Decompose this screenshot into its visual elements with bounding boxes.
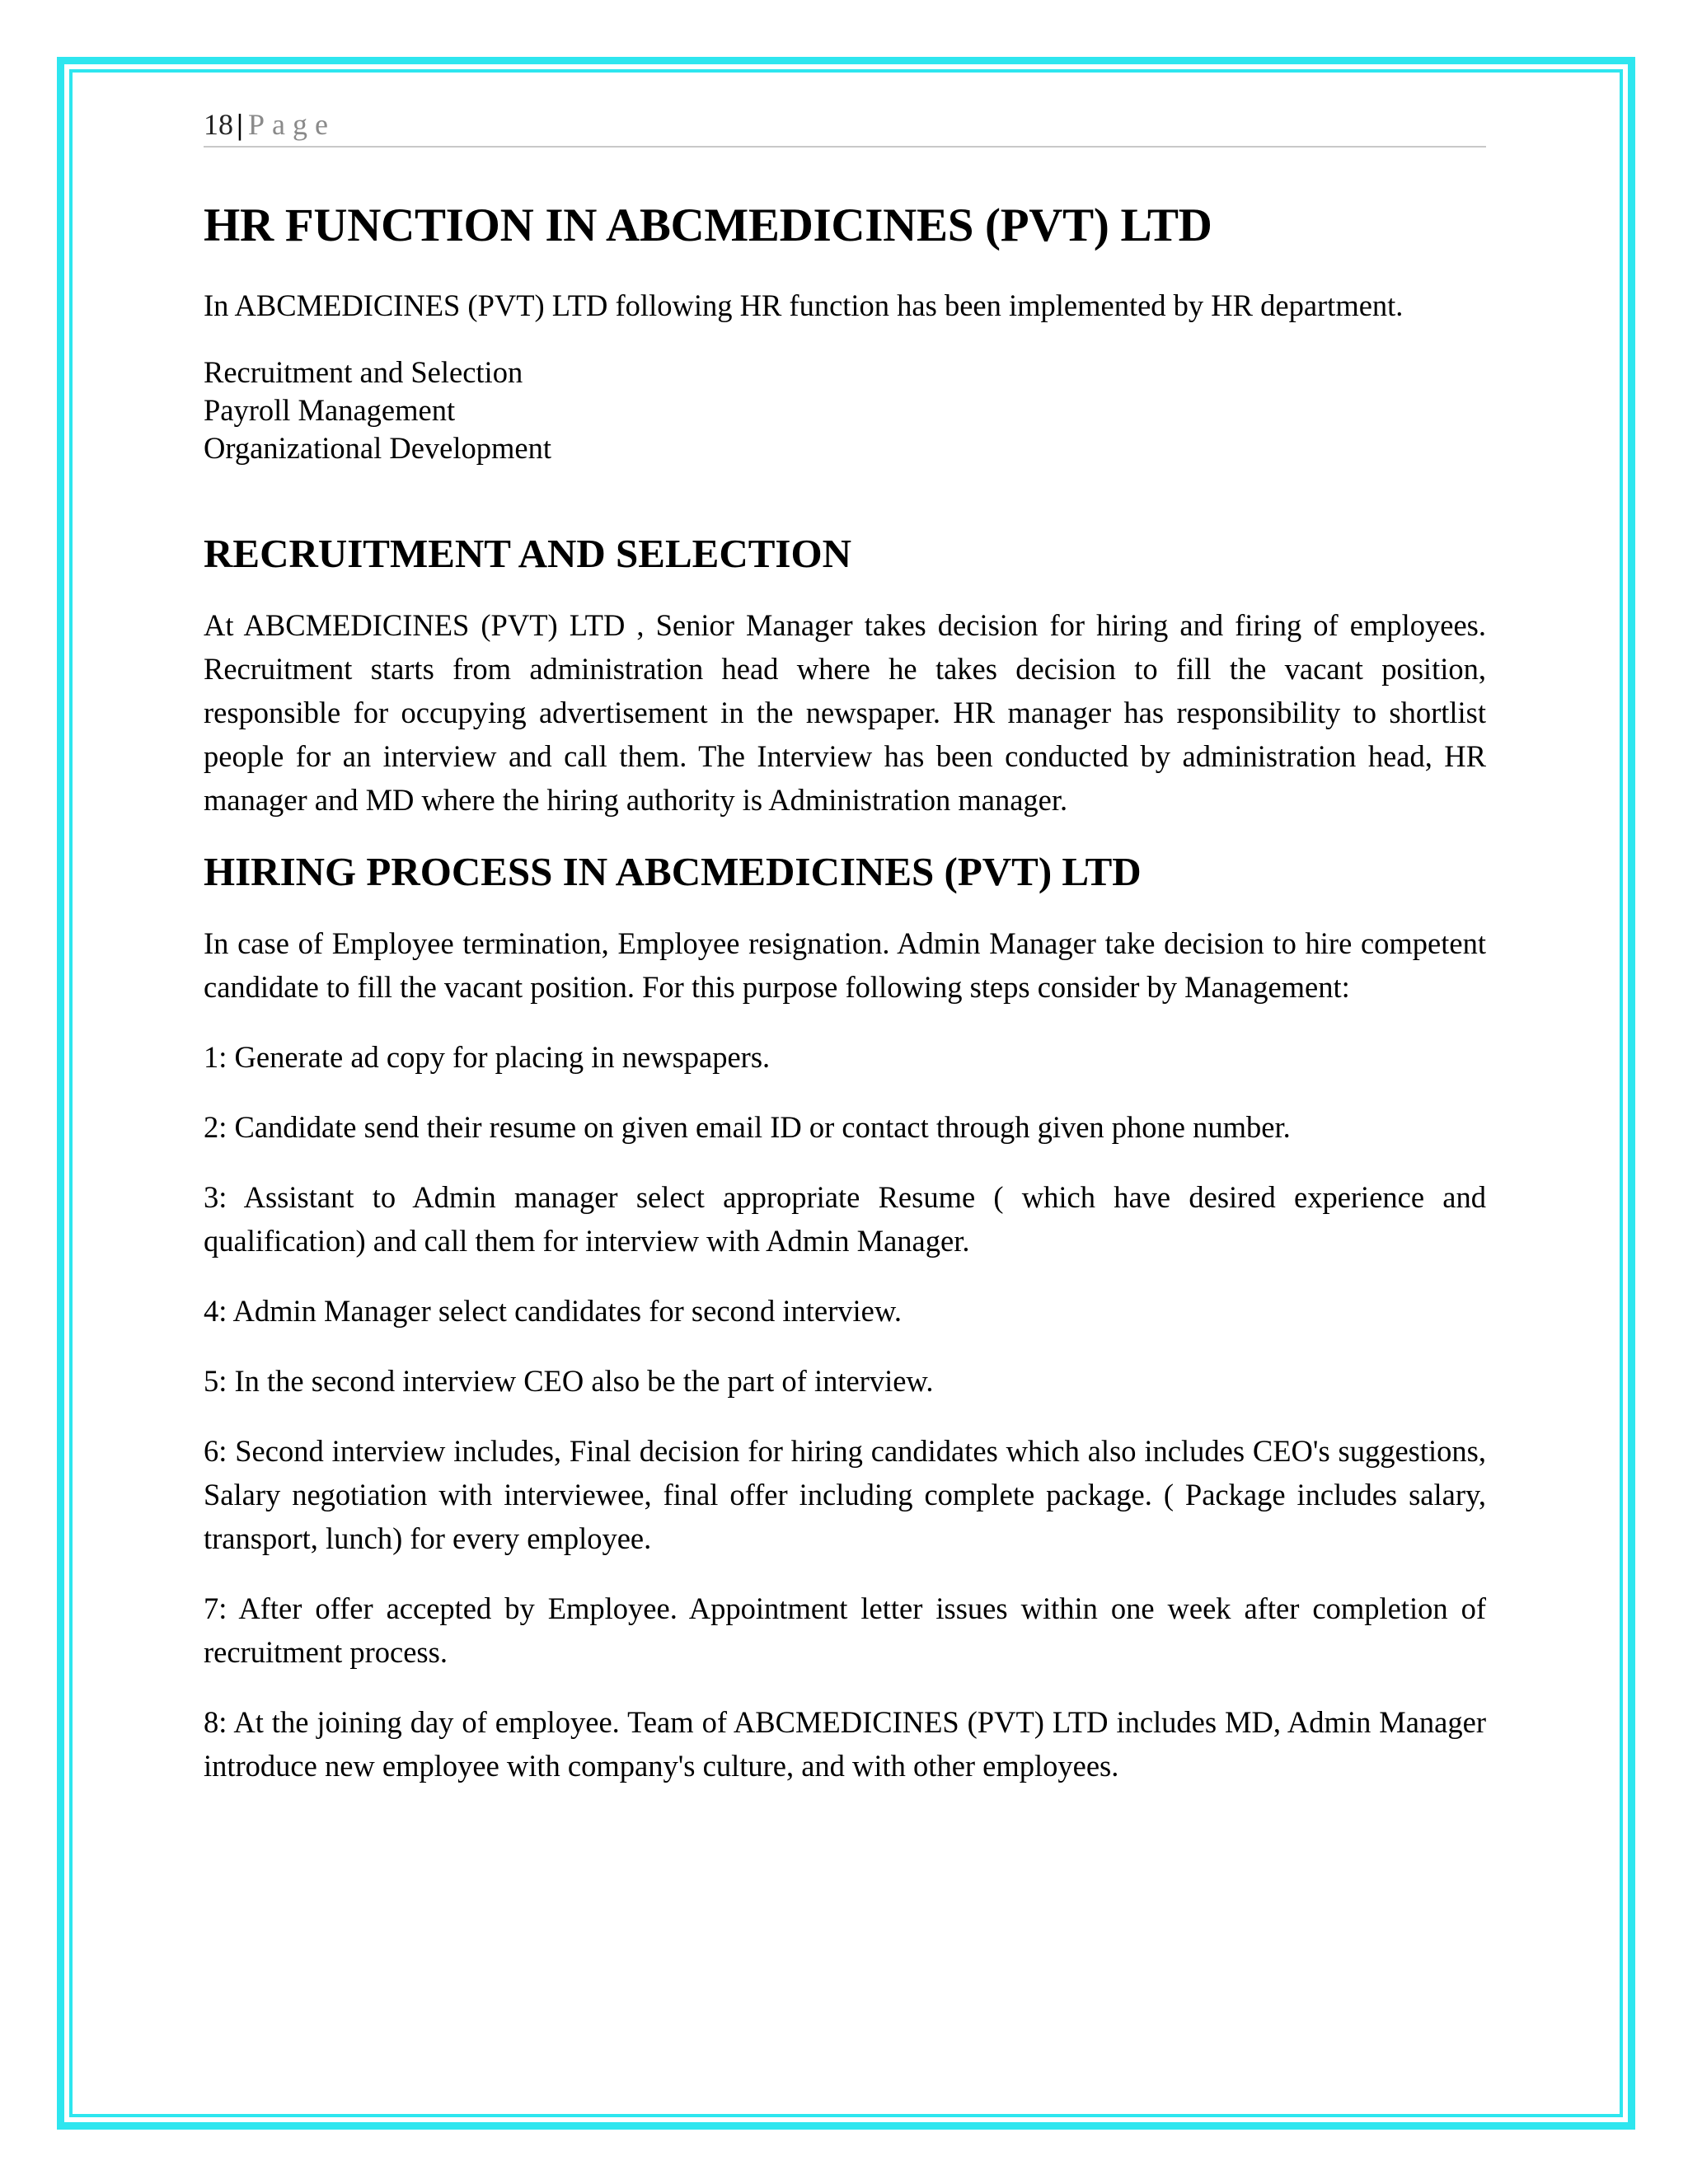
recruitment-body: At ABCMEDICINES (PVT) LTD , Senior Manager takes decision for hiring and firing of employees. Recruitment starts from administration head where he takes decision to fill the vacant position, responsible for occupying advertisement in the newspaper. HR manager has responsibility to shortlist people for an interview and call them. The Interview has been conducted by administration head, HR manager and MD where the hiring authority is Administration manager. (204, 608, 1486, 818)
hiring-process-intro: In case of Employee termination, Employee resignation. Admin Manager take decision to hire competent candidate to fill the vacant position. For this purpose following steps consider by Management: (204, 926, 1486, 1004)
hiring-step: 7: After offer accepted by Employee. Appointment letter issues within one week after completion of recruitment process. (204, 1591, 1486, 1669)
hr-function-item: Payroll Management (204, 393, 456, 428)
document-body (204, 198, 1486, 1814)
hiring-step: 8: At the joining day of employee. Team of ABCMEDICINES (PVT) LTD includes MD, Admin Manager introduce new employee with company's culture, and with other employees. (204, 1704, 1486, 1783)
section-title-hiring-process: HIRING PROCESS IN ABCMEDICINES (PVT) LTD (204, 849, 1142, 895)
hiring-step: 5: In the second interview CEO also be the part of interview. (204, 1363, 934, 1398)
hr-function-item: Recruitment and Selection (204, 355, 523, 390)
section-title-hr-function: HR FUNCTION IN ABCMEDICINES (PVT) LTD (204, 199, 1212, 251)
hiring-step: 3: Assistant to Admin manager select appropriate Resume ( which have desired experience and qualification) and call them for interview with Admin Manager. (204, 1179, 1486, 1258)
hiring-step: 2: Candidate send their resume on given email ID or contact through given phone number. (204, 1109, 1291, 1144)
hiring-step: 4: Admin Manager select candidates for second interview. (204, 1293, 902, 1328)
page-separator: | (237, 108, 243, 141)
hiring-step: 1: Generate ad copy for placing in newspapers. (204, 1039, 771, 1074)
page-number: 18 (204, 108, 233, 141)
section-title-recruitment: RECRUITMENT AND SELECTION (204, 531, 851, 577)
hiring-step: 6: Second interview includes, Final decision for hiring candidates which also includes CEO's suggestions, Salary negotiation with interviewee, final offer including complete package. ( Package includes salary, transport, lunch) for every employee. (204, 1433, 1486, 1555)
page-header (204, 103, 1486, 148)
hr-function-intro: In ABCMEDICINES (PVT) LTD following HR function has been implemented by HR department. (204, 288, 1404, 323)
page-label: Page (247, 108, 335, 141)
hr-function-item: Organizational Development (204, 431, 551, 466)
hr-function-list (204, 354, 1486, 467)
